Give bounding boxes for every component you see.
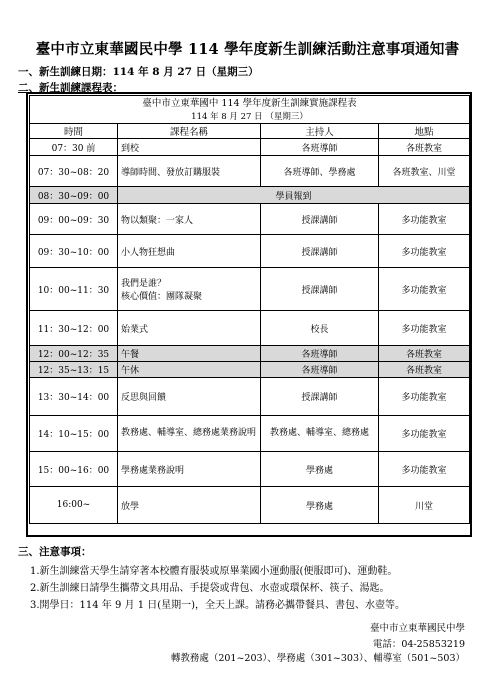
row-time: 10：00~11：30	[30, 268, 118, 311]
row-time: 12：35~13：15	[30, 362, 118, 378]
row-course-line1: 我們是誰？	[121, 279, 167, 289]
row-host: 授課講師	[261, 235, 379, 268]
row-place: 各班教室	[379, 346, 470, 362]
row-course: 教務處、輔導室、總務處業務說明	[118, 416, 261, 452]
row-host: 學務處	[261, 487, 379, 524]
note-3: 3.開學日：114 年 9 月 1 日(星期一)，全天上課。請務必攜帶餐具、書包、水壺等。	[30, 600, 406, 611]
table-row	[30, 346, 470, 362]
row-time: 07：30~08：20	[30, 156, 118, 187]
row-host: 各班導師	[261, 362, 379, 378]
row-host: 學務處	[261, 452, 379, 487]
table-row	[30, 378, 470, 416]
row-course: 小人物狂想曲	[118, 235, 261, 268]
col-header-course: 課程名稱	[118, 124, 261, 139]
note-2: 2.新生訓練日請學生攜帶文具用品、手提袋或背包、水壺或環保杯、筷子、湯匙。	[30, 583, 390, 594]
row-course: 午餐	[118, 346, 261, 362]
signature-extensions: 轉教務處（201~203）、學務處（301~303）、輔導室（501~503）	[170, 653, 465, 664]
row-time: 07：30 前	[30, 139, 118, 156]
row-place: 川堂	[379, 487, 470, 524]
table-row	[30, 416, 470, 452]
table-row	[30, 235, 470, 268]
table-row	[30, 156, 470, 187]
table-row	[30, 204, 470, 235]
row-place: 多功能教室	[379, 452, 470, 487]
row-place: 多功能教室	[379, 204, 470, 235]
table-row	[30, 311, 470, 346]
row-time: 13：30~14：00	[30, 378, 118, 416]
row-host: 各班導師	[261, 139, 379, 156]
signature-school: 臺中市立東華國民中學	[369, 623, 465, 634]
row-place: 各班教室	[379, 362, 470, 378]
row-place: 多功能教室	[379, 311, 470, 346]
table-row	[30, 452, 470, 487]
row-time: 16:00~	[30, 487, 118, 524]
row-place: 各班教室	[379, 139, 470, 156]
row-course: 導師時間、發放訂購服裝	[118, 156, 261, 187]
row-time: 12：00~12：35	[30, 346, 118, 362]
col-header-host: 主持人	[261, 124, 379, 139]
notes-heading: 三、注意事項：	[18, 546, 92, 558]
row-course: 反思與回饋	[118, 378, 261, 416]
row-course: 學務處業務說明	[118, 452, 261, 487]
table-row	[30, 362, 470, 378]
note-1: 1.新生訓練當天學生請穿著本校體育服裝或原畢業國小運動服(便服即可)、運動鞋。	[30, 566, 398, 577]
schedule-heading-text: 二、新生訓練課程表：	[18, 82, 123, 94]
row-place: 多功能教室	[379, 378, 470, 416]
row-place: 多功能教室	[379, 235, 470, 268]
row-time: 15：00~16：00	[30, 452, 118, 487]
row-course	[118, 268, 261, 311]
training-date: 一、新生訓練日期：114 年 8 月 27 日（星期三）	[18, 66, 259, 78]
row-place: 各班教室、川堂	[379, 156, 470, 187]
table-row	[30, 268, 470, 311]
row-host: 授課講師	[261, 204, 379, 235]
row-time: 08：30~09：00	[30, 187, 118, 204]
row-host: 校長	[261, 311, 379, 346]
table-row	[30, 487, 470, 524]
row-time: 09：00~09：30	[30, 204, 118, 235]
row-host: 各班導師、學務處	[261, 156, 379, 187]
row-course-line2: 核心價值：團隊凝聚	[121, 292, 203, 302]
row-place: 多功能教室	[379, 268, 470, 311]
signature-phone: 電話：04-25853219	[372, 639, 465, 650]
col-header-time: 時間	[30, 124, 118, 139]
col-header-place: 地點	[379, 124, 470, 139]
row-time: 14：10~15：00	[30, 416, 118, 452]
document-title: 臺中市立東華國民中學 114 學年度新生訓練活動注意事項通知書	[35, 41, 460, 58]
table-row	[30, 187, 470, 204]
schedule-table	[29, 95, 470, 524]
row-place: 多功能教室	[379, 416, 470, 452]
row-host: 授課講師	[261, 378, 379, 416]
schedule-table-title: 臺中市立東華國中 114 學年度新生訓練實施課程表	[30, 96, 470, 112]
row-course: 午休	[118, 362, 261, 378]
row-host: 授課講師	[261, 268, 379, 311]
row-course: 到校	[118, 139, 261, 156]
row-host: 教務處、輔導室、總務處	[261, 416, 379, 452]
row-merged: 學員報到	[118, 187, 470, 204]
row-host: 各班導師	[261, 346, 379, 362]
row-time: 11：30~12：00	[30, 311, 118, 346]
row-course: 放學	[118, 487, 261, 524]
row-course: 始業式	[118, 311, 261, 346]
schedule-table-date: 114 年 8 月 27 日 （星期三）	[30, 111, 470, 124]
row-course: 物以類聚：一家人	[118, 204, 261, 235]
table-row	[30, 139, 470, 156]
row-time: 09：30~10：00	[30, 235, 118, 268]
